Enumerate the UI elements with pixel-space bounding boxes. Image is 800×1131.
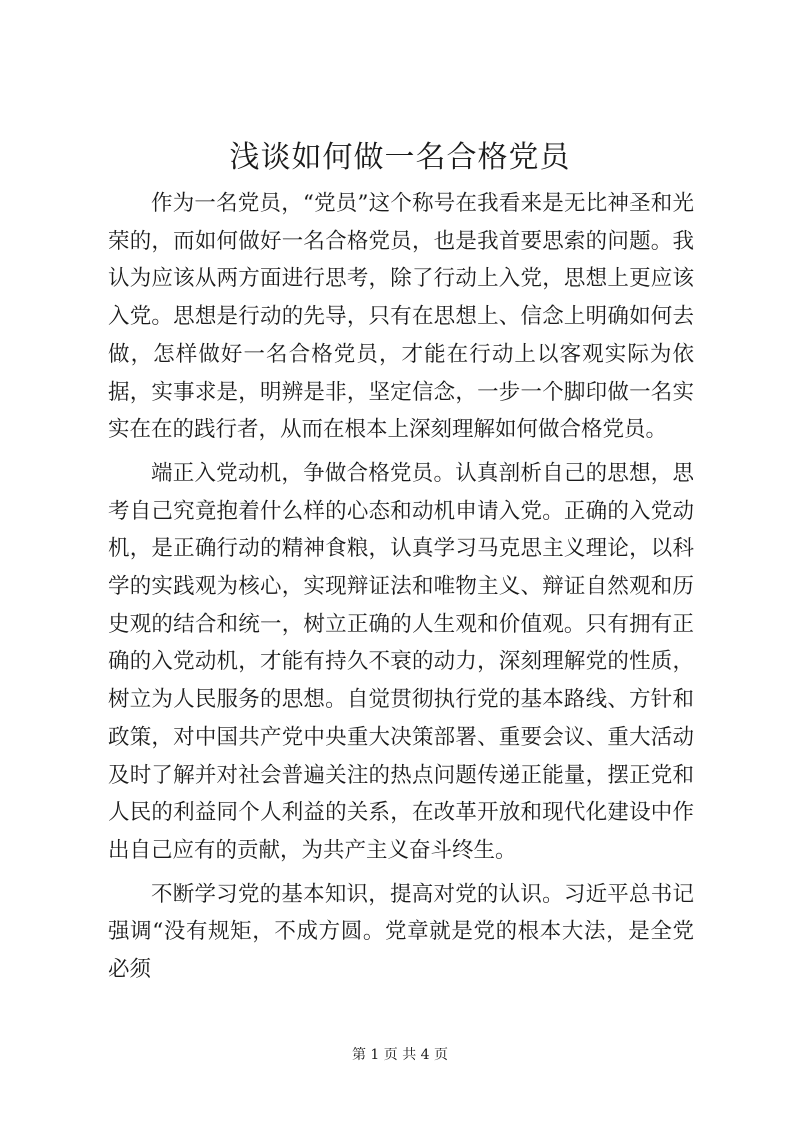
paragraph-2: 端正入党动机，争做合格党员。认真剖析自己的思想，思考自己究竟抱着什么样的心态和动机申请入党。正确的入党动机，是正确行动的精神食粮，认真学习马克思主义理论，以科学的实践观为核心，实现辩证法和唯物主义、辩证自然观和历史观的结合和统一，树立正确的人生观和价值观。只有拥有正确的入党动机，才能有持久不衰的动力，深刻理解党的性质，树立为人民服务的思想。自觉贯彻执行党的基本路线、方针和政策，对中国共产党中央重大决策部署、重要会议、重大活动及时了解并对社会普遍关注的热点问题传递正能量，摆正党和人民的利益同个人利益的关系，在改革开放和现代化建设中作出自己应有的贡献，为共产主义奋斗终生。 (108, 460, 694, 863)
document-title: 浅谈如何做一名合格党员 (229, 140, 571, 175)
paragraph-3: 不断学习党的基本知识，提高对党的认识。习近平总书记强调“没有规矩，不成方圆。党章就是党的根本大法，是全党必须 (108, 881, 694, 983)
document-body (108, 185, 694, 989)
paragraph-1: 作为一名党员，“党员”这个称号在我看来是无比神圣和光荣的，而如何做好一名合格党员，也是我首要思索的问题。我认为应该从两方面进行思考，除了行动上入党，思想上更应该入党。思想是行动的先导，只有在思想上、信念上明确如何去做，怎样做好一名合格党员，才能在行动上以客观实际为依据，实事求是，明辨是非，坚定信念，一步一个脚印做一名实实在在的践行者，从而在根本上深刻理解如何做合格党员。 (108, 191, 694, 443)
page-footer: 第 1 页 共 4 页 (351, 1047, 449, 1063)
